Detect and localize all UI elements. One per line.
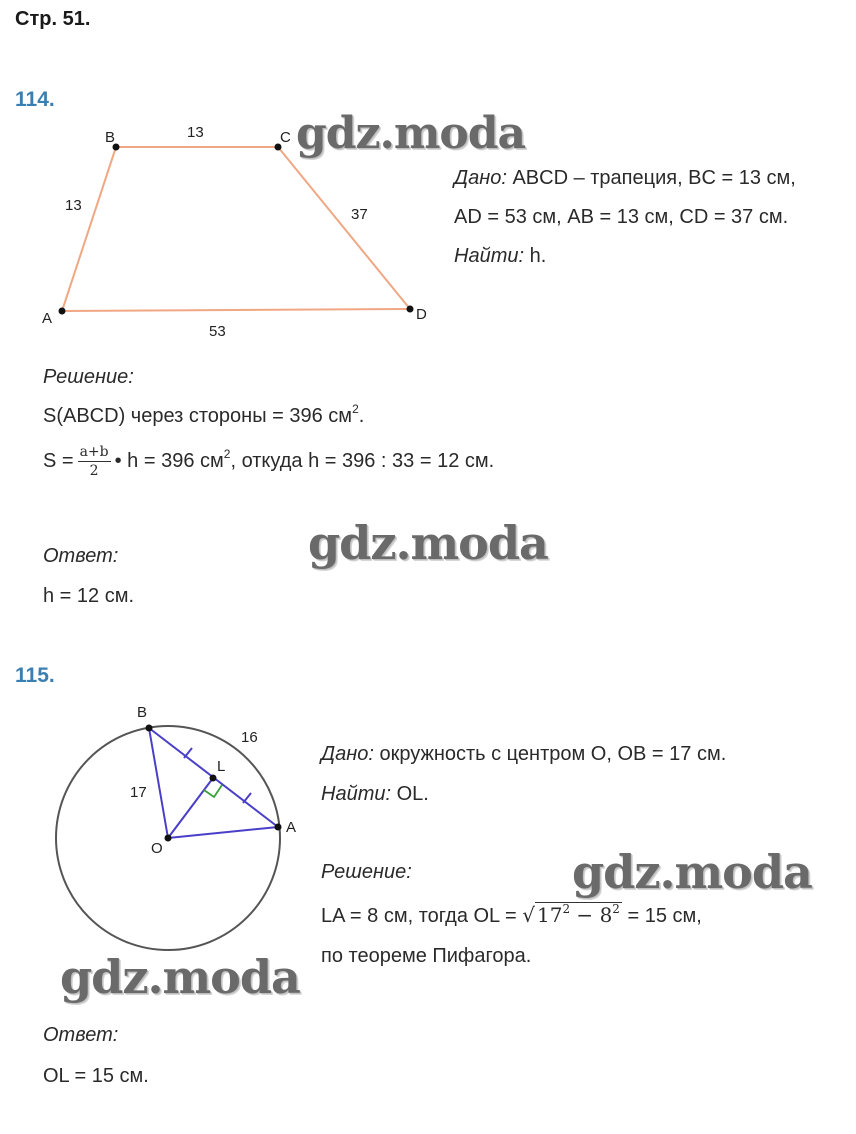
point-o-label: O [151,840,163,857]
formula-end: , откуда h = 396 : 33 = 12 см. [230,449,495,472]
answer-value-115: OL = 15 см. [43,1065,149,1087]
find-label: Найти: [454,245,525,267]
given-line2: AD = 53 см, AB = 13 см, CD = 37 см. [454,206,789,228]
formula-start: S = [43,449,74,472]
answer-label-115: Ответ: [43,1024,119,1046]
solution-line1-end: . [358,405,365,427]
point-a-label: A [286,819,297,836]
side-cd [278,147,410,309]
problem-114-number: 114. [15,88,55,111]
square-root: √ $17^2 - 8^2$ [522,902,620,927]
find-label: Найти: [321,783,392,805]
page-header: Стр. 51. [15,8,91,30]
given-115 [321,743,726,766]
solution-line1-end: = 15 см, [621,905,702,927]
vertex-d-point [407,306,414,313]
point-l [210,775,217,782]
vertex-b-label: B [105,129,116,146]
answer-label-114: Ответ: [43,545,119,567]
radius-label: 17 [130,784,147,801]
solution-line1-start: LA = 8 см, тогда OL = [321,905,523,927]
point-b-label: B [137,704,148,721]
vertex-c-label: C [280,129,291,146]
fraction-numerator: a+b [79,444,109,460]
tick-mark-la [243,793,251,803]
given-label: Дано: [321,743,374,765]
vertex-a-point [59,308,66,315]
watermark-2: gdz.moda [308,516,548,570]
solution-label-114: Решение: [43,366,134,388]
fraction [78,443,111,480]
find-114 [454,245,546,268]
vertex-a-label: A [42,310,53,327]
find-value: h. [524,245,547,267]
side-bc-label: 13 [187,124,204,141]
point-l-label: L [217,758,226,775]
watermark-3: gdz.moda [572,845,812,899]
formula-middle: • h = 396 см [114,449,224,472]
solution-line1-115 [321,903,702,928]
segment-ob [149,728,168,838]
watermark-1: gdz.moda [296,108,526,159]
segment-ol [168,778,213,838]
watermark-4: gdz.moda [60,950,300,1004]
vertex-d-label: D [416,306,427,323]
solution-line2-115: по теореме Пифагора. [321,945,532,967]
fraction-denominator: 2 [89,463,99,479]
arc-label: 16 [241,729,258,746]
given-text: окружность с центром O, OB = 17 см. [373,743,727,765]
given-label: Дано: [454,167,507,189]
given-114 [454,167,796,190]
circle-figure [0,695,320,960]
solution-line1-text: S(ABCD) через стороны = 396 см [43,405,353,427]
side-ab [62,147,116,311]
segment-oa [168,827,278,838]
side-ab-label: 13 [65,197,82,214]
superscript: 2 [352,402,359,416]
side-cd-label: 37 [351,206,368,223]
radicand: $17^2 - 8^2$ [536,902,620,927]
answer-value-114: h = 12 см. [43,585,135,607]
side-ad [62,309,410,311]
point-a [275,824,282,831]
tick-mark-bl [184,748,192,758]
point-o [165,835,172,842]
solution-line1-114 [43,402,365,428]
find-value: OL. [391,783,429,805]
solution-line2-114 [43,443,494,480]
given-line1: ABCD – трапеция, BC = 13 см, [506,167,796,189]
solution-label-115: Решение: [321,861,412,883]
find-115 [321,783,429,806]
side-ad-label: 53 [209,323,226,340]
superscript: 2 [223,446,231,461]
problem-115-number: 115. [15,664,55,687]
point-b [146,725,153,732]
